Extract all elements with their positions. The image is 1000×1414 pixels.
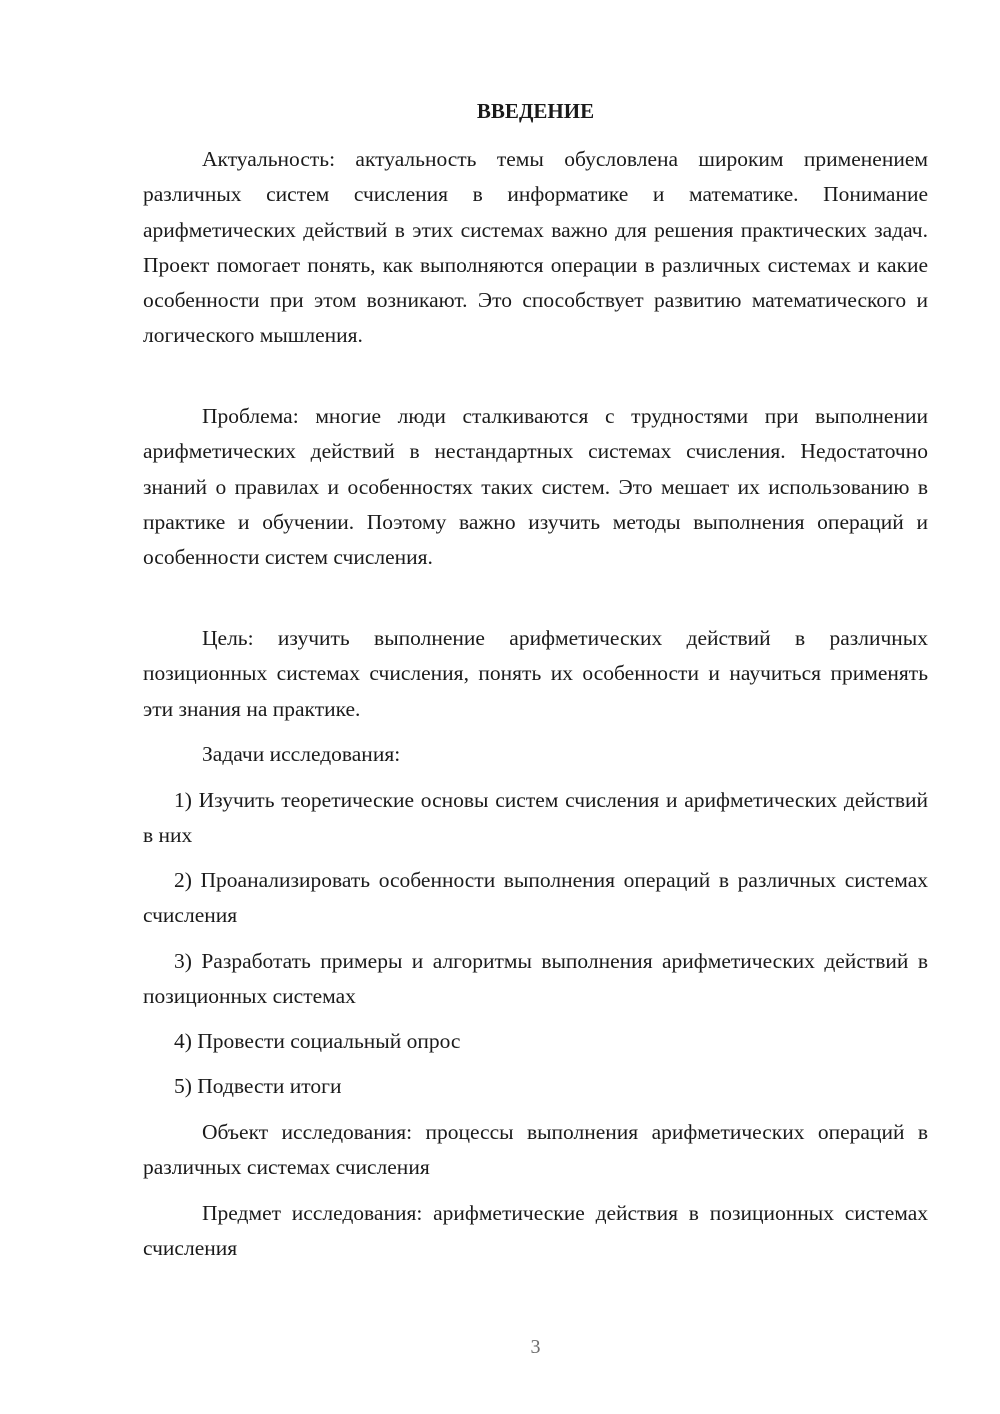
tasks-title: Задачи исследования: bbox=[202, 742, 401, 766]
task-item-5: 5) Подвести итоги bbox=[174, 1074, 342, 1098]
problem-paragraph: Проблема: многие люди сталкиваются с трудностями при выполнении арифметических действий в нестандартных системах счисления. Недостаточно знаний о правилах и особенностях таких систем. Это мешает их использованию в практике и обучении. Поэтому важно изучить методы выполнения операций и особенности систем счисления. bbox=[143, 404, 928, 570]
task-item-3: 3) Разработать примеры и алгоритмы выполнения арифметических действий в позиционных системах bbox=[143, 949, 928, 1009]
goal-paragraph: Цель: изучить выполнение арифметических действий в различных позиционных системах счисления, понять их особенности и научиться применять эти знания на практике. bbox=[143, 626, 928, 721]
task-item-1: 1) Изучить теоретические основы систем счисления и арифметических действий в них bbox=[143, 788, 928, 848]
subject-paragraph: Предмет исследования: арифметические действия в позиционных системах счисления bbox=[143, 1201, 928, 1261]
page-number: 3 bbox=[530, 1336, 541, 1358]
object-paragraph: Объект исследования: процессы выполнения арифметических операций в различных системах счисления bbox=[143, 1120, 928, 1180]
relevance-paragraph: Актуальность: актуальность темы обусловлена широким применением различных систем счисления в информатике и математике. Понимание арифметических действий в этих системах важно для решения практических задач. Проект помогает понять, как выполняются операции в различных системах и какие особенности при этом возникают. Это способствует развитию математического и логического мышления. bbox=[143, 147, 928, 348]
document-page bbox=[143, 0, 928, 1414]
task-item-4: 4) Провести социальный опрос bbox=[174, 1029, 461, 1053]
section-heading: ВВЕДЕНИЕ bbox=[476, 99, 595, 123]
task-item-2: 2) Проанализировать особенности выполнения операций в различных системах счисления bbox=[143, 868, 928, 928]
